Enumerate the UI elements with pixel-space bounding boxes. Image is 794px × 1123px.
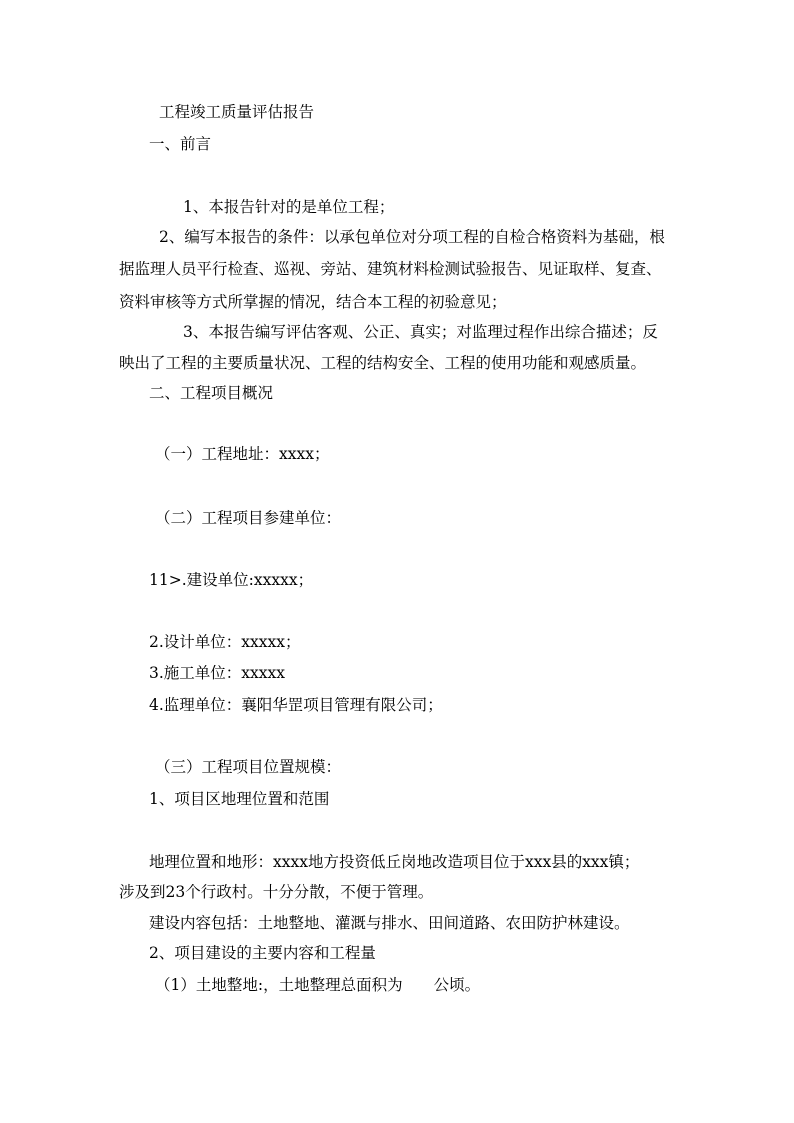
paragraph-land-leveling: （1）土地整地:，土地整理总面积为 公顷。 [155,976,481,994]
paragraph-item-3-line-1: 3、本报告编写评估客观、公正、真实；对监理过程作出综合描述；反 [183,323,658,341]
paragraph-item-2-line-1: 2、编写本报告的条件：以承包单位对分项工程的自检合格资料为基础，根 [159,228,665,246]
paragraph-item-1: 1、本报告针对的是单位工程； [183,198,395,216]
document-title: 工程竣工质量评估报告 [159,103,315,121]
paragraph-geography-line-2: 涉及到23个行政村。十分分散，不便于管理。 [119,883,434,901]
paragraph-item-2-line-3: 资料审核等方式所掌握的情况，结合本工程的初验意见； [119,293,507,311]
paragraph-item-2-line-2: 据监理人员平行检查、巡视、旁站、建筑材料检测试验报告、见证取样、复查、 [119,260,662,278]
subsection-units: （二）工程项目参建单位： [155,509,342,527]
section-heading-preface: 一、前言 [149,135,212,153]
paragraph-construction-content: 建设内容包括：土地整地、灌溉与排水、田间道路、农田防护林建设。 [149,914,630,932]
point-main-content: 2、项目建设的主要内容和工程量 [149,944,376,962]
paragraph-item-3-line-2: 映出了工程的主要质量状况、工程的结构安全、工程的使用功能和观感质量。 [119,354,647,372]
section-heading-overview: 二、工程项目概况 [149,384,274,402]
unit-design: 2.设计单位：xxxxx； [149,633,301,651]
subsection-address: （一）工程地址：xxxx； [155,445,330,463]
point-location: 1、项目区地理位置和范围 [149,790,330,808]
unit-construction: 11>.建设单位:xxxxx； [149,571,314,589]
unit-builder: 3.施工单位：xxxxx [149,664,285,682]
subsection-location-scale: （三）工程项目位置规模： [155,758,342,776]
paragraph-geography-line-1: 地理位置和地形：xxxx地方投资低丘岗地改造项目位于xxx县的xxx镇； [149,853,640,871]
unit-supervision: 4.监理单位：襄阳华罡项目管理有限公司； [149,696,443,714]
